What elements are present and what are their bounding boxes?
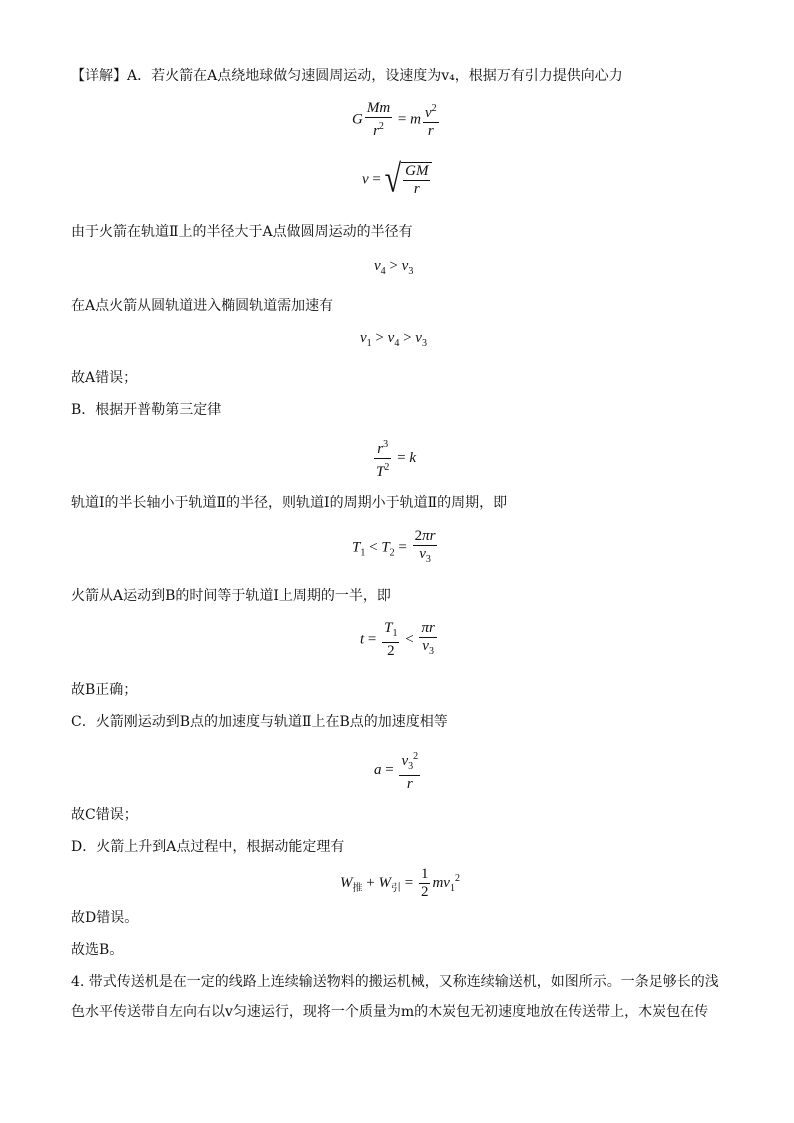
equation-kepler: $\frac{r^3}{T^2}$ = k xyxy=(372,436,416,481)
paragraph: 故A错误； xyxy=(71,370,138,386)
paragraph: 故B正确； xyxy=(71,682,138,698)
paragraph: 故选B。 xyxy=(71,942,124,958)
equation-gravitation: G $\frac{Mm}{r^2}$ = m $\frac{v^2}{r}$ xyxy=(352,100,437,139)
equation-time: t = $\frac{T_1}{2}$ < $\frac{\pi r}{v_3}$ xyxy=(360,620,435,659)
paragraph: 4. 带式传送机是在一定的线路上连续输送物料的搬运机械，又称连续输送机，如图所示。一条足够长的浅 xyxy=(71,974,719,990)
paragraph: 故D错误。 xyxy=(71,910,139,926)
equation-acceleration: a = $\frac{v_3^2}{r}$ xyxy=(374,748,422,793)
equation: $v_1 > v_4 > v_3$ xyxy=(360,330,427,349)
paragraph: 故C错误； xyxy=(71,807,138,823)
equation-work-energy: $W_推 + W_引$ = $\frac{1}{2}$ $mv_1^2$ xyxy=(340,866,460,900)
paragraph: 【详解】A．若火箭在A点绕地球做匀速圆周运动，设速度为v₄，根据万有引力提供向心力 xyxy=(71,68,623,84)
paragraph: 火箭从A运动到B的时间等于轨道Ⅰ上周期的一半，即 xyxy=(71,588,391,604)
paragraph: 由于火箭在轨道Ⅱ上的半径大于A点做圆周运动的半径有 xyxy=(71,224,413,240)
paragraph: 轨道Ⅰ的半长轴小于轨道Ⅱ的半径，则轨道Ⅰ的周期小于轨道Ⅱ的周期，即 xyxy=(71,495,508,511)
paragraph: 色水平传送带自左向右以v匀速运行，现将一个质量为m的木炭包无初速度地放在传送带上，木炭包在传 xyxy=(71,1004,709,1020)
paragraph: 在A点火箭从圆轨道进入椭圆轨道需加速有 xyxy=(71,298,334,314)
paragraph: D．火箭上升到A点过程中，根据动能定理有 xyxy=(71,839,345,855)
equation-periods: $T_1 < T_2$ = $\frac{2\pi r}{v_3}$ xyxy=(352,528,436,565)
equation-velocity: v = √ $\frac{GM}{r}$ xyxy=(362,162,432,198)
paragraph: B．根据开普勒第三定律 xyxy=(71,402,222,418)
equation: $v_4 > v_3$ xyxy=(374,258,414,277)
paragraph: C．火箭刚运动到B点的加速度与轨道Ⅱ上在B点的加速度相等 xyxy=(71,714,448,730)
